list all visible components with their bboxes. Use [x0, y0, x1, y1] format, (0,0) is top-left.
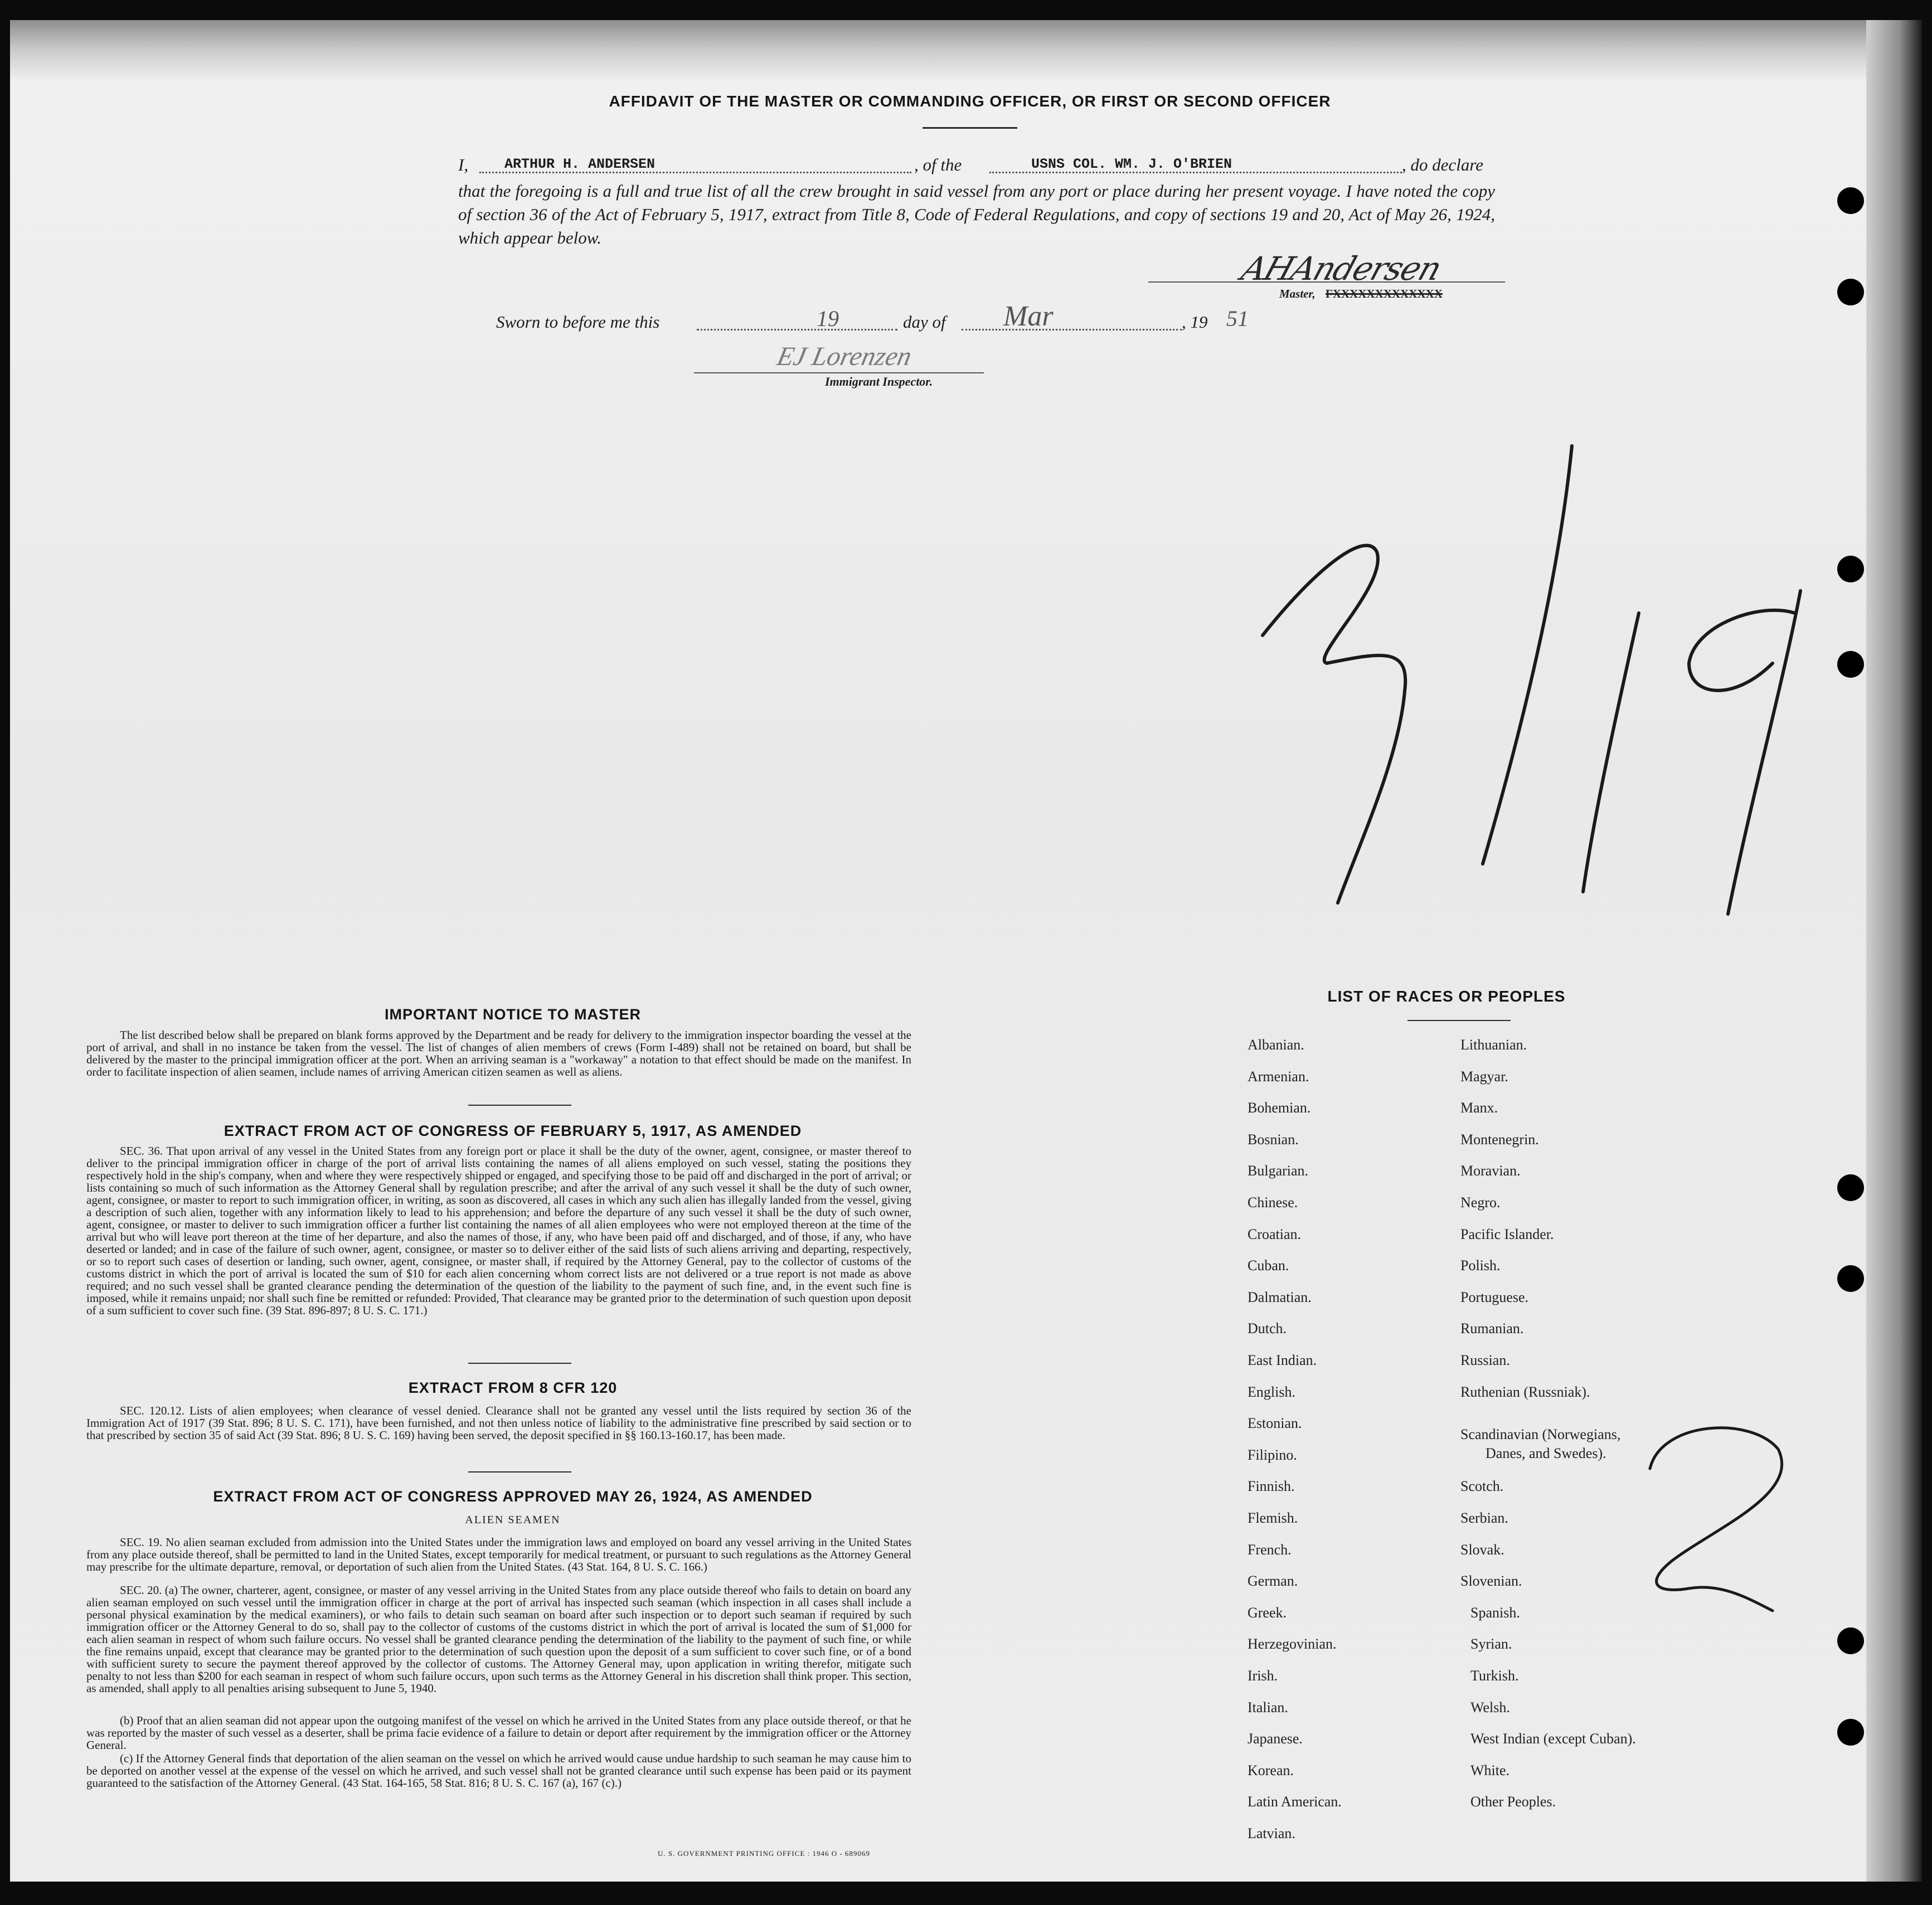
race-item: Slovenian.: [1460, 1573, 1522, 1589]
race-item: English.: [1247, 1384, 1295, 1400]
race-item: Korean.: [1247, 1762, 1294, 1778]
race-item: Manx.: [1460, 1100, 1498, 1116]
sec19-text: SEC. 19. No alien seaman excluded from admission into the United States under the immigration laws and employed on board any vessel arriving in the United States from any place outside thereof, shall be permitted to land in the United States, except temporarily for medical treatment, or pursuant to such regulations as the Attorney General may prescribe for the ultimate departure, removal, or deportation of such alien from the United States. (43 Stat. 164, 8 U. S. C. 166.): [86, 1535, 911, 1573]
race-item: Latvian.: [1247, 1825, 1295, 1841]
of-the-label: , of the: [914, 155, 962, 174]
race-item: Chinese.: [1247, 1194, 1298, 1211]
year-value: 51: [1226, 306, 1249, 331]
race-item: Armenian.: [1247, 1068, 1309, 1085]
race-item: French.: [1247, 1542, 1292, 1558]
race-item: Pacific Islander.: [1460, 1226, 1554, 1242]
affidavit-body: that the foregoing is a full and true list of all the crew brought in said vessel from any port or place during her present voyage. I have noted the copy of section 36 of the Act of February 5, 1917, extract from Title 8, Code of Federal Regulations, and copy of sections 19 and 20, Act of May 26, 1924, which appear below.: [458, 181, 1495, 247]
race-item: Other Peoples.: [1470, 1794, 1556, 1810]
race-item: Cuban.: [1247, 1257, 1289, 1274]
handwritten-number: [1639, 1416, 1795, 1616]
punch-hole: [1837, 556, 1864, 582]
race-item: Turkish.: [1470, 1668, 1519, 1684]
punch-hole: [1837, 651, 1864, 678]
sworn-label: Sworn to before me this: [496, 312, 660, 332]
race-item: Dutch.: [1247, 1320, 1287, 1337]
day-line: [697, 329, 897, 331]
affidavit-heading: AFFIDAVIT OF THE MASTER OR COMMANDING OFFICER, OR FIRST OR SECOND OFFICER: [609, 93, 1331, 110]
race-item: Lithuanian.: [1460, 1037, 1527, 1053]
vessel-name-value: USNS COL. WM. J. O'BRIEN: [1031, 156, 1232, 172]
race-item: Syrian.: [1470, 1636, 1512, 1652]
race-item: Scotch.: [1460, 1478, 1504, 1494]
punch-hole: [1837, 279, 1864, 305]
race-item: Ruthenian (Russniak).: [1460, 1384, 1590, 1400]
day-value: 19: [817, 306, 839, 331]
race-item: Bohemian.: [1247, 1100, 1311, 1116]
sec20b-text: (b) Proof that an alien seaman did not appear upon the outgoing manifest of the vessel on which he arrived in the United States from any place outside thereof, or that he was reported by the master of such vessel as a deserter, shall be prima facie evidence of a failure to detain or deport after requirement by the immigration officer or the Attorney General.: [86, 1714, 911, 1752]
sec20c-text: (c) If the Attorney General finds that deportation of the alien seaman on the vessel on which he arrived would cause undue hardship to such seaman he may cause him to be deported on another vessel at the expense of the vessel on which he arrived, and such vessel shall not be granted clearance until such expense has been paid or its payment guaranteed to the satisfaction of the Attorney General. (43 Stat. 164-165, 58 Stat. 816; 8 U. S. C. 167 (a), 167 (c).): [86, 1752, 911, 1790]
race-item: Albanian.: [1247, 1037, 1304, 1053]
race-item: Welsh.: [1470, 1699, 1510, 1716]
handwritten-date: [1249, 424, 1834, 925]
race-item: Scandinavian (Norwegians,: [1460, 1426, 1621, 1442]
race-item: Estonian.: [1247, 1415, 1302, 1431]
race-item: Finnish.: [1247, 1478, 1295, 1494]
race-item: Polish.: [1460, 1257, 1501, 1274]
inspector-signature: EJ Lorenzen: [774, 342, 915, 371]
race-item: Serbian.: [1460, 1510, 1508, 1526]
race-item: Latin American.: [1247, 1794, 1342, 1810]
handwritten-date-strokes: [1249, 424, 1834, 925]
punch-hole: [1837, 1719, 1864, 1746]
race-item: White.: [1470, 1762, 1510, 1778]
race-item: Montenegrin.: [1460, 1131, 1539, 1148]
inspector-line: [694, 372, 984, 373]
race-item: Dalmatian.: [1247, 1289, 1312, 1305]
punch-hole: [1837, 1265, 1864, 1292]
race-item: Portuguese.: [1460, 1289, 1529, 1305]
day-of-label: day of: [903, 312, 946, 332]
race-item: Slovak.: [1460, 1542, 1504, 1558]
handwritten-number-strokes: [1639, 1416, 1795, 1616]
race-item: Flemish.: [1247, 1510, 1298, 1526]
heading-rule: [923, 127, 1017, 129]
master-signature: AHAndersen: [1236, 250, 1446, 288]
divider: [468, 1363, 571, 1364]
divider: [468, 1105, 571, 1106]
year-prefix: , 19: [1182, 312, 1208, 332]
alien-seamen-subheading: ALIEN SEAMEN: [465, 1514, 561, 1526]
extract-1917-heading: EXTRACT FROM ACT OF CONGRESS OF FEBRUARY 5, 1917, AS AMENDED: [224, 1122, 802, 1139]
master-name-value: ARTHUR H. ANDERSEN: [504, 156, 656, 172]
race-item: Croatian.: [1247, 1226, 1302, 1242]
extract-cfr-heading: EXTRACT FROM 8 CFR 120: [408, 1379, 618, 1396]
extract-1917-text: SEC. 36. That upon arrival of any vessel in the United States from any foreign port or place it shall be the duty of the owner, agent, consignee, or master thereof to deliver to the principal immigration officer in charge of the port of arrival lists containing the names of all aliens employed on such vessel, stating the positions they respectively hold in the ship's company, when and where they were respectively shipped or engaged, and specifying those to be paid off and discharged in the port of arrival; or lists containing so much of such information as the Attorney General shall by regulation prescribe; and after the arrival of any such vessel it shall be the duty of such owner, agent, consignee, or master to report to such immigration officer, in writing, as soon as discovered, all cases in which any such alien has illegally landed from the vessel, giving a description of such alien, together with any information likely to lead to his apprehension; and before the departure of any such vessel it shall be the duty of such owner, agent, consignee, or master to deliver to such immigration officer a further list containing the names of all alien employees who were not employed thereon at the time of the arrival but who will leave port thereon at the time of her departure, and also the names of those, if any, who have been paid off and discharged, and of those, if any, who have deserted or landed; and in case of the failure of such owner, agent, consignee, or master so to deliver either of the said lists of such aliens arriving and departing, respectively, or so to report such cases of desertion or landing, such owner, agent, consignee, or master shall, if required by the Attorney General, pay to the collector of customs of the customs district in which the port of arrival is located the sum of $10 for each alien concerning whom correct lists are not delivered or a true report is not made as above required; and no such vessel shall be granted clearance pending the determination of the question of the liability to the payment of such fine, and, in the event such fine is imposed, while it remains unpaid; nor shall such fine be remitted or refunded: Provided, That clearance may be granted prior to the determination of such question upon deposit of a sum sufficient to cover such fine. (39 Stat. 896-897; 8 U. S. C. 171.): [86, 1144, 911, 1317]
master-label: Master,: [1279, 287, 1315, 300]
race-item: Danes, and Swedes).: [1486, 1445, 1606, 1461]
races-heading: LIST OF RACES OR PEOPLES: [1327, 988, 1566, 1005]
notice-heading: IMPORTANT NOTICE TO MASTER: [385, 1006, 641, 1023]
punch-hole: [1837, 1174, 1864, 1201]
race-item: Irish.: [1247, 1668, 1278, 1684]
sec20a-text: SEC. 20. (a) The owner, charterer, agent, consignee, or master of any vessel arriving in the United States from any place outside thereof who fails to detain on board any alien seaman employed on such vessel until the immigration officer in charge at the port of arrival has inspected such seaman (which inspection in all cases shall include a personal physical examination by the medical examiners), or who fails to detain such seaman on board after such inspection or to deport such seaman if required by such immigration officer or the Attorney General to do so, shall pay to the collector of customs of the customs district in which the port of arrival is located the sum of $1,000 for each alien seaman in respect of whom such failure occurs. No vessel shall be granted clearance pending the determination of the liability to the payment of such fine, or while the fine remains unpaid, except that clearance may be granted prior to the determination of such question upon the deposit of a sum sufficient to cover such fine, or of a bond with sufficient surety to secure the payment thereof approved by the collector of customs. The Attorney General may, upon application in writing therefor, mitigate such penalty to not less than $200 for each seaman in respect of whom such failure occurs, upon such terms as the Attorney General in his discretion shall think proper. This section, as amended, shall apply to all penalties arising subsequent to June 5, 1940.: [86, 1583, 911, 1695]
punch-hole: [1837, 1627, 1864, 1654]
month-value: Mar: [1003, 300, 1054, 332]
race-item: Negro.: [1460, 1194, 1501, 1211]
scan-shadow-top: [10, 20, 1866, 81]
affidavit-i: I,: [458, 155, 469, 174]
master-label-struck: FXXXXXXXXXXXXX: [1326, 287, 1443, 300]
race-item: German.: [1247, 1573, 1298, 1589]
race-item: Russian.: [1460, 1352, 1510, 1368]
race-item: Filipino.: [1247, 1447, 1297, 1463]
inspector-label: Immigrant Inspector.: [825, 375, 933, 388]
do-declare-label: , do declare: [1402, 155, 1484, 174]
race-item: Bosnian.: [1247, 1131, 1299, 1148]
race-item: Rumanian.: [1460, 1320, 1524, 1337]
race-item: Spanish.: [1470, 1605, 1520, 1621]
race-item: Bulgarian.: [1247, 1163, 1309, 1179]
printer-imprint: U. S. GOVERNMENT PRINTING OFFICE : 1946 O - 689069: [658, 1849, 870, 1858]
month-line: [962, 329, 1182, 331]
extract-1924-heading: EXTRACT FROM ACT OF CONGRESS APPROVED MAY 26, 1924, AS AMENDED: [213, 1488, 813, 1505]
race-item: West Indian (except Cuban).: [1470, 1731, 1636, 1747]
race-item: East Indian.: [1247, 1352, 1317, 1368]
race-item: Greek.: [1247, 1605, 1287, 1621]
race-item: Moravian.: [1460, 1163, 1521, 1179]
race-item: Japanese.: [1247, 1731, 1303, 1747]
race-item: Magyar.: [1460, 1068, 1508, 1085]
races-rule: [1407, 1020, 1511, 1021]
extract-cfr-text: SEC. 120.12. Lists of alien employees; when clearance of vessel denied. Clearance shall not be granted any vessel until the lists required by section 36 of the Immigration Act of 1917 (39 Stat. 896; 8 U. S. C. 171), have been furnished, and not then unless notice of liability to the administrative fine prescribed by said section or to that prescribed by section 35 of said Act (39 Stat. 896; 8 U. S. C. 169) having been served, the deposit specified in §§ 160.13-160.17, has been made.: [86, 1404, 911, 1442]
divider: [468, 1471, 571, 1473]
notice-text: The list described below shall be prepared on blank forms approved by the Department and be ready for delivery to the immigration inspector boarding the vessel at the port of arrival, and shall in no instance be taken from the vessel. The list of changes of alien members of crews (Form I-489) shall not be retained on board, but shall be delivered by the master to the principal immigration officer at the port. When an arriving seaman is a "workaway" a notation to that effect should be made on the manifest. In order to facilitate inspection of alien seamen, include names of arriving American citizen seamen as well as aliens.: [86, 1028, 911, 1078]
race-item: Italian.: [1247, 1699, 1288, 1716]
scan-shadow-right: [1866, 20, 1922, 1882]
race-item: Herzegovinian.: [1247, 1636, 1337, 1652]
punch-hole: [1837, 187, 1864, 214]
